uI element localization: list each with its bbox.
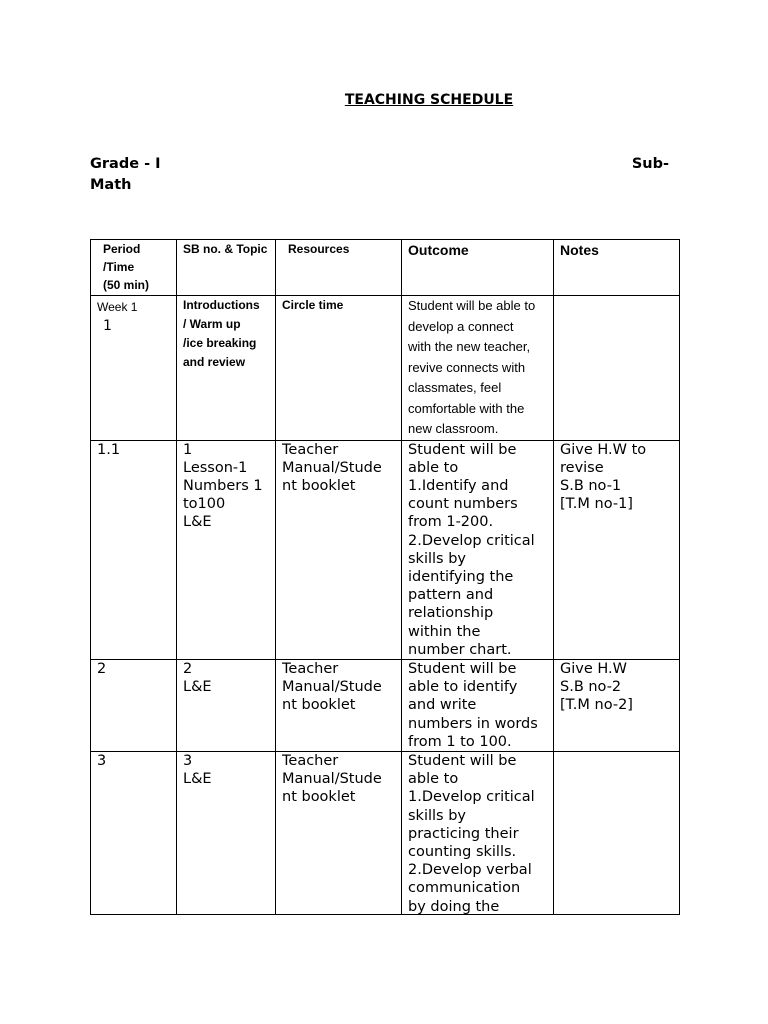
subject-prefix: Sub-: [631, 156, 669, 172]
cell-resources: Circle time: [276, 296, 402, 441]
cell-notes: Give H.W to revise S.B no-1 [T.M no-1]: [554, 440, 680, 659]
cell-notes: [554, 751, 680, 914]
header-period: Period /Time (50 min): [91, 240, 177, 296]
table-row: [91, 440, 680, 659]
cell-resources: Teacher Manual/Stude nt booklet: [276, 440, 402, 659]
cell-outcome: Student will be able to identify and write numbers in words from 1 to 100.: [402, 659, 554, 751]
header-resources: Resources: [276, 240, 402, 296]
cell-sb-topic: 1 Lesson-1 Numbers 1 to100 L&E: [177, 440, 276, 659]
cell-period: 1.1: [91, 440, 177, 659]
header-sb-topic: SB no. & Topic: [177, 240, 276, 296]
header-outcome: Outcome: [402, 240, 554, 296]
cell-sb-topic: 3 L&E: [177, 751, 276, 914]
week-number: 1: [103, 318, 112, 334]
cell-period: 3: [91, 751, 177, 914]
cell-outcome: Student will be able to 1.Develop critical skills by practicing their counting skills. 2.Develop verbal communication by doing the: [402, 751, 554, 914]
cell-outcome: Student will be able to develop a connect with the new teacher, revive connects with classmates, feel comfortable with the new classroom.: [402, 296, 554, 441]
header-notes: Notes: [554, 240, 680, 296]
table-row: [91, 751, 680, 914]
table-row-week-1: [91, 296, 680, 441]
cell-outcome: Student will be able to 1.Identify and count numbers from 1-200. 2.Develop critical skills by identifying the pattern and relationship within the number chart.: [402, 440, 554, 659]
document-title: TEACHING SCHEDULE: [344, 92, 514, 108]
cell-resources: Teacher Manual/Stude nt booklet: [276, 751, 402, 914]
subject-label: Math: [90, 177, 132, 193]
cell-resources: Teacher Manual/Stude nt booklet: [276, 659, 402, 751]
table-header-row: [91, 240, 680, 296]
cell-sb-topic: Introductions / Warm up /ice breaking and review: [177, 296, 276, 441]
week-label: Week 1: [97, 300, 138, 314]
grade-label: Grade - I: [90, 156, 161, 172]
cell-period: 2: [91, 659, 177, 751]
cell-sb-topic: 2 L&E: [177, 659, 276, 751]
teaching-schedule-table: [90, 239, 680, 915]
cell-notes: Give H.W S.B no-2 [T.M no-2]: [554, 659, 680, 751]
cell-notes: [554, 296, 680, 441]
cell-period: [91, 296, 177, 441]
table-row: [91, 659, 680, 751]
